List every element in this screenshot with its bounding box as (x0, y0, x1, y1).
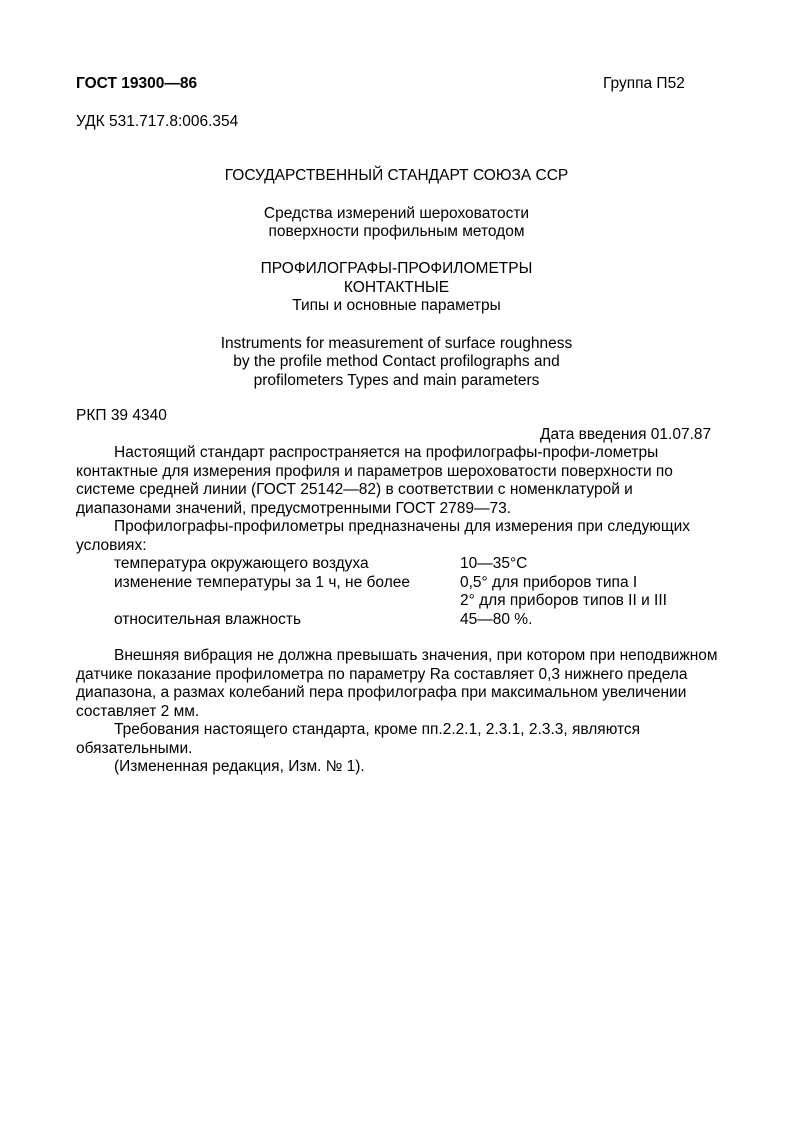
paragraph-vibration: Внешняя вибрация не должна превышать значения, при котором при неподвижном датчике показание профилометра по параметру Ra составляет 0,3 нижнего предела диапазона, а размах колебаний пера профилографа при максимальном увеличении составляет 2 мм. (76, 647, 718, 720)
condition-label: температура окружающего воздуха (114, 555, 369, 572)
body-section (76, 444, 718, 777)
state-standard-title: ГОСУДАРСТВЕННЫЙ СТАНДАРТ СОЮЗА ССР (224, 167, 569, 184)
paragraph-amendment: (Измененная редакция, Изм. № 1). (114, 758, 365, 775)
english-title-line-2: by the profile method Contact profilographs and (233, 353, 560, 370)
intro-date: Дата введения 01.07.87 (540, 426, 712, 443)
udk-code: УДК 531.717.8:006.354 (76, 113, 239, 130)
condition-label: относительная влажность (114, 610, 302, 628)
condition-row (76, 592, 718, 611)
group-label: Группа П52 (603, 75, 685, 92)
paragraph-conditions-intro: Профилографы-профилометры предназначены для измерения при следующих условиях: (76, 518, 691, 554)
name-line-2: КОНТАКТНЫЕ (343, 279, 450, 296)
condition-row (76, 611, 718, 630)
name-line-1: ПРОФИЛОГРАФЫ-ПРОФИЛОМЕТРЫ (260, 260, 533, 277)
conditions-list (76, 555, 718, 629)
standard-code: ГОСТ 19300—86 (76, 75, 198, 92)
spacer (76, 629, 718, 647)
english-title-line-3: profilometers Types and main parameters (253, 372, 540, 389)
condition-value: 0,5° для приборов типа I (460, 573, 638, 591)
condition-value: 10—35°С (460, 555, 528, 572)
name-line-3: Типы и основные параметры (292, 297, 501, 314)
subject-line-2: поверхности профильным методом (268, 223, 525, 240)
condition-row (76, 555, 718, 574)
condition-value: 45—80 %. (460, 610, 533, 628)
condition-row (76, 574, 718, 593)
paragraph-requirements: Требования настоящего стандарта, кроме пп.2.2.1, 2.3.1, 2.3.3, являются обязательными. (76, 721, 641, 757)
condition-label: изменение температуры за 1 ч, не более (114, 573, 410, 591)
paragraph-scope: Настоящий стандарт распространяется на профилографы-профи-лометры контактные для измерения профиля и параметров шероховатости поверхности по системе средней линии (ГОСТ 25142—82) в соответствии с номенклатурой и диапазонами значений, предусмотренными ГОСТ 2789—73. (76, 444, 673, 517)
condition-value: 2° для приборов типов II и III (460, 592, 667, 609)
subject-line-1: Средства измерений шероховатости (263, 205, 530, 222)
english-title-line-1: Instruments for measurement of surface roughness (220, 335, 573, 352)
rkp-code: РКП 39 4340 (76, 407, 167, 424)
